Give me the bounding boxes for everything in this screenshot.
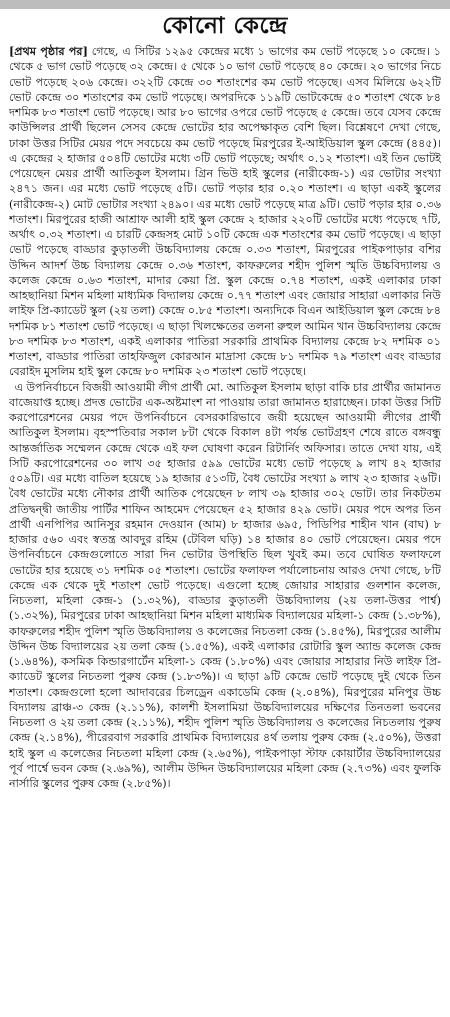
article-paragraph (9, 44, 441, 380)
top-rule (0, 0, 450, 9)
headline: কোনো কেন্দ্রে (162, 13, 288, 39)
paragraph-text: এ উপনির্বাচনে বিজয়ী আওয়ামী লীগ প্রার্থী মো. আতিকুল ইসলাম ছাড়া বাকি চার প্রার্থীর জামানত বাজেয়াপ্ত হচ্ছে। প্রদত্ত ভোটের এক-অষ্টমাংশ না পাওয়ায় তারা জামানত হারাচ্ছেন। ঢাকা উত্তর সিটি করপোরেশনের মেয়র পদে উপনির্বাচনে বেসরকারিভাবে জয়ী হয়েছেন আওয়ামী লীগের প্রার্থী আতিকুল ইসলাম। বৃহস্পতিবার সকাল ৮টা থেকে বিকাল ৪টা পর্যন্ত ভোটগ্রহণ শেষে রাতে বঙ্গবন্ধু আন্তর্জাতিক সম্মেলন কেন্দ্রে থেকে এই ফল ঘোষণা করেন রিটার্নিং অফিসার। তাতে দেখা যায়, এই সিটি করপোরেশনের ৩০ লাখ ৩৫ হাজার ৫৯৯ ভোটের মধ্যে ভোট পড়েছে ৯ লাখ ৪২ হাজার ৫০৯টি। এর মধ্যে বাতিল হয়েছে ১৯ হাজার ৫১৩টি, বৈধ ভোটের সংখ্যা ৯ লাখ ২৩ হাজার ২৬টি। বৈধ ভোটের মধ্যে নৌকার প্রার্থী আতিক পেয়েছেন ৮ লাখ ৩৯ হাজার ৩০২ ভোট। তার নিকটতম প্রতিদ্বন্দ্বী জাতীয় পার্টির শাফিন আহমেদ পেয়েছেন ৫২ হাজার ৪২৯ ভোট। মেয়র পদে অপর তিন প্রার্থী এনপিপির আনিসুর রহমান দেওয়ান (আম) ৮ হাজার ৬৯৫, পিডিপির শাহীন খান (বাঘ) ৮ হাজার ৫৬০ এবং স্বতন্ত্র আবদুর রহিম (টেবিল ঘড়ি) ১৪ হাজার ৪০ ভোট পেয়েছেন। মেয়র পদে উপনির্বাচনে কেন্দ্রগুলোতে সারা দিন ভোটার উপস্থিতি ছিল খুবই কম। তবে ঘোষিত ফলাফলে ভোটের হার হয়েছে ৩১ দশমিক ০৫ শতাংশ। ভোটের ফলাফল পর্যালোচনায় আরও দেখা গেছে, ৮টি কেন্দ্রে এক থেকে দুই শতাংশ ভোট পড়েছে। এগুলো হচ্ছে জোয়ার সাহারার গুলশান কলেজ, নিচতলা, মহিলা কেন্দ্র-১ (১.৩২%), বাড্ডার কুড়াতলী উচ্চবিদ্যালয় (২য় তলা-উত্তর পার্শ্ব) (১.৩২%), মিরপুরের ঢাকা আহছানিয়া মিশন মহিলা মাধ্যমিক বিদ্যালয়ের মহিলা-১ কেন্দ্র (১.৩৮%), কাফরুলের শহীদ পুলিশ স্মৃতি উচ্চবিদ্যালয় ও কলেজের নিচতলা কেন্দ্র (১.৪৫%), মিরপুরের আলীম উদ্দিন উচ্চ বিদ্যালয়ের ২য় তলা কেন্দ্র (১.৫৫%), একই এলাকার রোটারি স্কুল অ্যান্ড কলেজ কেন্দ্র (১.৬৪%), কসমিক কিন্ডারগার্টেন মহিলা-১ কেন্দ্র (১.৮০%) এবং জোয়ার সাহারার নিউ লাইফ প্রি-ক্যাডেট স্কুলের নিচতলা পুরুষ কেন্দ্র (১.৮৩%)। এ ছাড়া ৯টি কেন্দ্রে ভোট পড়েছে দুই থেকে তিন শতাংশ। কেন্দ্রগুলো হলো আদাবরের চিলড্রেন একাডেমি কেন্দ্র (২.০৪%), মিরপুরের মনিপুর উচ্চ বিদ্যালয় ব্রাঞ্চ-৩ কেন্দ্র (২.১১%), কালশী ইসলামিয়া উচ্চবিদ্যালয়ের দক্ষিণের তিনতলা ভবনের নিচতলা ও ২য় তলা কেন্দ্র (২.১১%), শহীদ পুলিশ স্মৃতি উচ্চবিদ্যালয় ও কলেজের নিচতলায় পুরুষ কেন্দ্র (২.১৪%), পীরেরবাগ সরকারি প্রাথমিক বিদ্যালয়ের ৪র্থ তলায় পুরুষ কেন্দ্র (২.৫০%), উত্তরা হাই স্কুল এ কলেজের নিচতলা মহিলা কেন্দ্র (২.৬৫%), পাইকপাড়া স্টাফ কোয়ার্টার উচ্চবিদ্যালয়ের পূর্ব পার্শ্বে ভবন কেন্দ্র (২.৬৯%), আলীম উদ্দিন উচ্চবিদ্যালয়ের মহিলা কেন্দ্র (২.৭৩%) এবং ফুলকি নার্সারি স্কুলের পুরুষ কেন্দ্র (২.৮৫%)। (9, 380, 441, 790)
article-body (9, 44, 441, 1013)
continued-label: [প্রথম পৃষ্ঠার পর] (9, 44, 88, 58)
article-paragraph (9, 380, 441, 792)
paragraph-text: গেছে, এ সিটির ১২৯৫ কেন্দ্রের মধ্যে ১ ভাগের কম ভোট পড়েছে ১০ কেন্দ্রে। ১ থেকে ৫ ভাগ ভোট পড়েছে ৩২ কেন্দ্রে। ৫ থেকে ১০ ভাগ ভোট পড়েছে ৪০ কেন্দ্রে। ২০ ভাগের নিচে ভোট পড়েছে ২০৬ কেন্দ্রে। ৩২২টি কেন্দ্রে ৩০ শতাংশের কম ভোট পড়েছে। এসব মিলিয়ে ৬২২টি ভোট কেন্দ্রে ৩০ শতাংশের কম ভোট পড়েছে। অপরদিকে ১১৯টি ভোটকেন্দ্রে ৫০ শতাংশ থেকে ৮৪ দশমিক ৮৩ শতাংশ ভোট পড়েছে। আর ৮০ ভাগের ওপরে ভোট পড়েছে ৫ কেন্দ্রে। তবে যেসব কেন্দ্রে কাউন্সিলর প্রার্থী ছিলেন সেসব কেন্দ্রে ভোটের হার অপেক্ষাকৃত বেশি ছিল। বিশ্লেষণে দেখা গেছে, ঢাকা উত্তর সিটির মেয়র পদে সবচেয়ে কম ভোট পড়েছে মিরপুরের ই-আইডিয়াল স্কুল কেন্দ্রে (৪৪৫)। এ কেন্দ্রের ২ হাজার ৫০৪টি ভোটের মধ্যে ৩টি ভোট পড়েছে; অর্থাৎ ০.১২ শতাংশ। এই তিন ভোটই পেয়েছেন মেয়র প্রার্থী আতিকুল ইসলাম। গ্রিন ভিউ হাই স্কুলের (নারীকেন্দ্র-১) এর ভোটার সংখ্যা ২৪৭১ জন। এর মধ্যে ভোট পড়েছে ৫টি। ভোট পড়ার হার ০.২০ শতাংশ। এ ছাড়া একই স্কুলের (নারীকেন্দ্র-২) মোট ভোটার সংখ্যা ২৪৯০। এর মধ্যে ভোট পড়েছে মাত্র ৯টি। ভোট পড়ার হার ০.৩৬ শতাংশ। মিরপুরের হাজী আশ্রাফ আলী হাই স্কুল কেন্দ্রে ২ হাজার ২২০টি ভোটের মধ্যে পড়েছে ৭টি, অর্থাৎ ০.৩২ শতাংশ। এ চারটি কেন্দ্রসহ মোট ১০টি কেন্দ্রে এক শতাংশের কম ভোট পড়েছে। এ ছাড়া ভোট পড়েছে বাড্ডার কুড়াতলী উচ্চবিদ্যালয় কেন্দ্রে ০.৩৩ শতাংশ, মিরপুরের পাইকপাড়ার বশির উদ্দিন আদর্শ উচ্চ বিদ্যালয় কেন্দ্রে ০.৩৬ শতাংশ, কাফরুলের শহীদ পুলিশ স্মৃতি উচ্চবিদ্যালয় ও কলেজ কেন্দ্রে ০.৬৩ শতাংশ, মাদার কেয়া প্রি. স্কুল কেন্দ্রে ০.৭৪ শতাংশ, একই এলাকার ঢাকা আহছানিয়া মিশন মহিলা মাধ্যমিক বিদ্যালয় কেন্দ্রে ০.৭৭ শতাংশ এবং জোয়ার সাহারা এলাকার নিউ লাইফ প্রি-ক্যাডেট স্কুল (২য় তলা) কেন্দ্রে ০.৮৫ শতাংশ। অন্যদিকে বিএন আইডিয়াল স্কুল কেন্দ্রে ৮৪ দশমিক ৮১ শতাংশ ভোট পড়েছে। এ ছাড়া খিলক্ষেতের তলনা রুহুল আমিন খান উচ্চবিদ্যালয় কেন্দ্রে ৮৩ দশমিক ৮৩ শতাংশ, একই এলাকার পাতিরা সরকারি প্রাথমিক বিদ্যালয় কেন্দ্রে ৮২ দশমিক ০১ শতাংশ, বাড্ডার পাতিরা তাহফিজুল কোরআন মাদ্রাসা কেন্দ্রে ৮১ দশমিক ৭৯ শতাংশ এবং বাড্ডার বেরাইদ মুসলিম হাই স্কুল কেন্দ্রে ৮০ দশমিক ২৩ শতাংশ ভোট পড়েছে। (9, 45, 441, 379)
